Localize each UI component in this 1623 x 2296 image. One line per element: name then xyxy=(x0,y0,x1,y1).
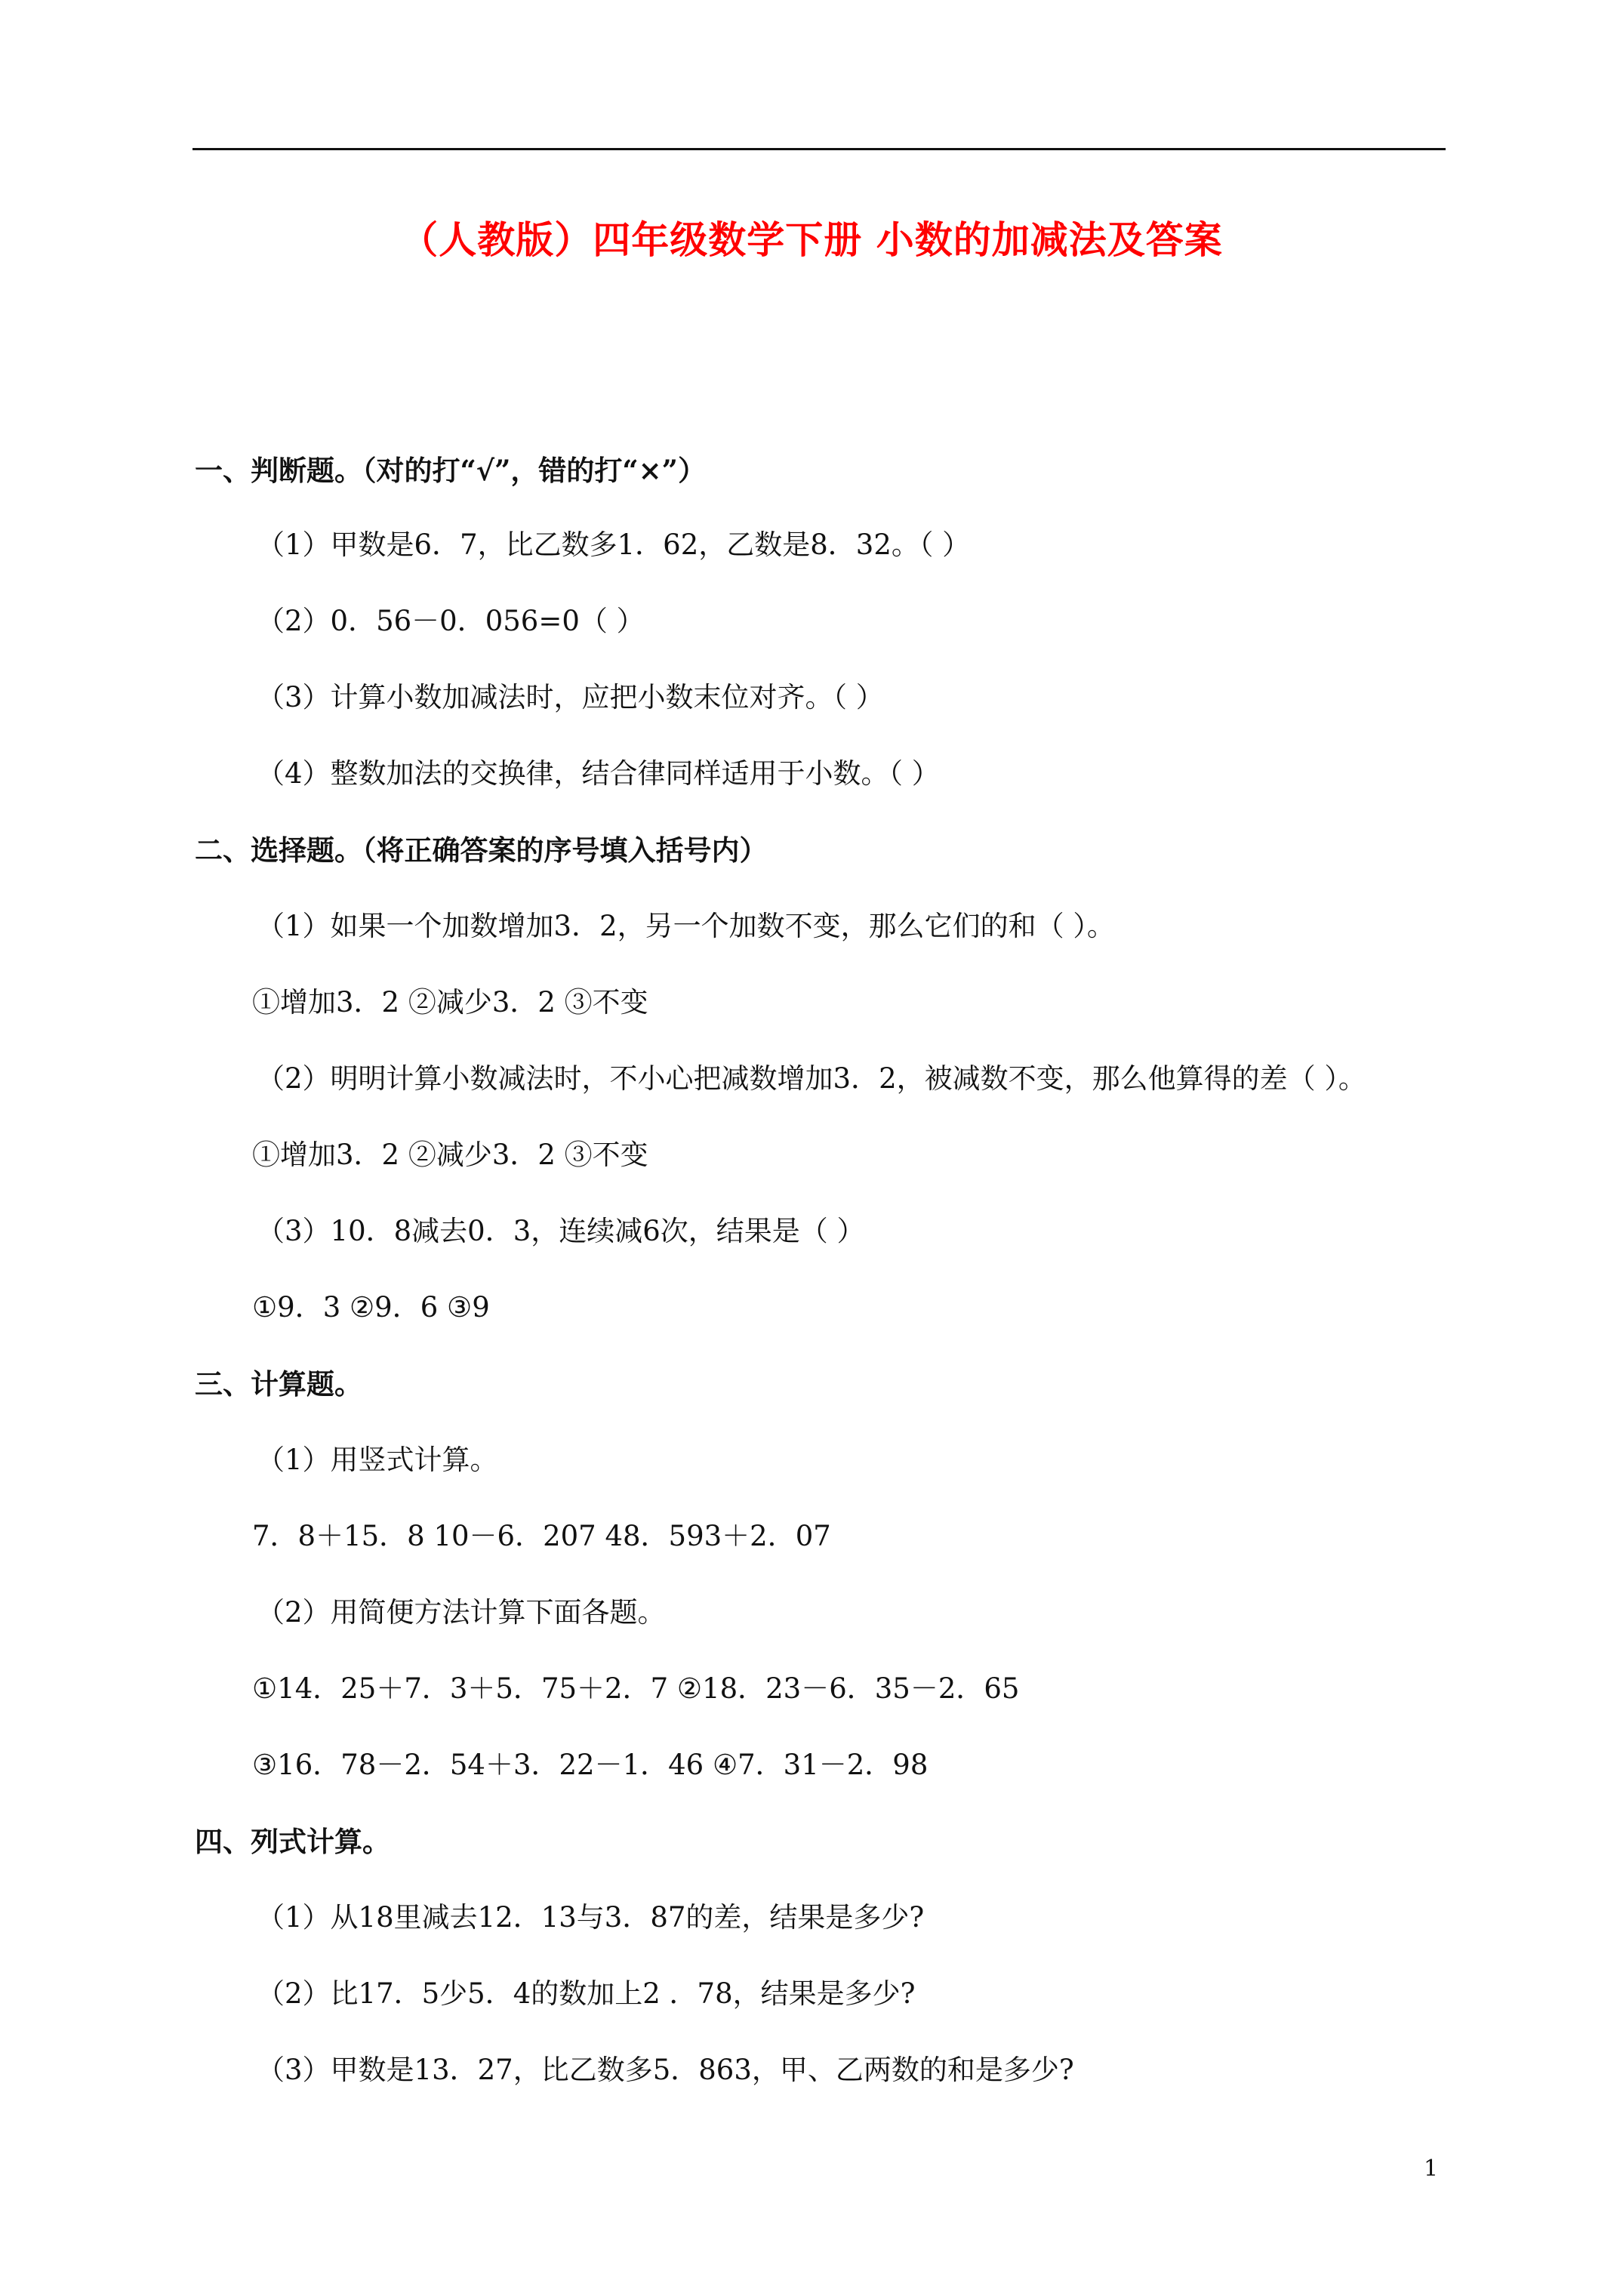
section-4-question-3: （3）甲数是13．27，比乙数多5．863，甲、乙两数的和是多少? xyxy=(257,2054,1074,2086)
section-3-subheading-2: （2）用简便方法计算下面各题。 xyxy=(257,1596,666,1629)
header-rule xyxy=(192,148,1446,150)
section-2-question-3: （3）10．8减去0．3，连续减6次，结果是（ ） xyxy=(257,1215,865,1247)
section-3-problems-1: 7．8＋15．8 10－6．207 48．593＋2．07 xyxy=(252,1520,831,1552)
section-2-question-2: （2）明明计算小数减法时，不小心把减数增加3．2，被减数不变，那么他算得的差（ ）。 xyxy=(257,1062,1366,1095)
section-1-question-2: （2）0．56－0．056=0（ ） xyxy=(257,605,645,637)
section-4-question-1: （1）从18里减去12．13与3．87的差，结果是多少? xyxy=(257,1901,925,1934)
section-2-options-3: ①9．3 ②9．6 ③9 xyxy=(252,1291,490,1324)
section-2-heading: 二、选择题。（将正确答案的序号填入括号内） xyxy=(195,834,768,867)
section-1-question-1: （1）甲数是6．7，比乙数多1．62，乙数是8．32。（ ） xyxy=(257,529,971,561)
document-title: （人教版）四年级数学下册 小数的加减法及答案 xyxy=(400,217,1223,262)
section-3-subheading-1: （1）用竖式计算。 xyxy=(257,1444,498,1476)
section-3-problems-2a: ①14．25＋7．3＋5．75＋2．7 ②18．23－6．35－2．65 xyxy=(252,1672,1020,1705)
page-number: 1 xyxy=(1424,2156,1439,2182)
section-1-heading: 一、判断题。（对的打“√”，错的打“×”） xyxy=(195,454,706,487)
section-2-options-2: ①增加3．2 ②减少3．2 ③不变 xyxy=(252,1139,648,1171)
section-4-question-2: （2）比17．5少5．4的数加上2 ．78，结果是多少? xyxy=(257,1977,916,2010)
section-1-question-4: （4）整数加法的交换律，结合律同样适用于小数。（ ） xyxy=(257,757,940,790)
section-2-question-1: （1）如果一个加数增加3．2，另一个加数不变，那么它们的和（ ）。 xyxy=(257,910,1115,942)
section-2-options-1: ①增加3．2 ②减少3．2 ③不变 xyxy=(252,986,648,1019)
section-3-heading: 三、计算题。 xyxy=(195,1367,362,1401)
section-3-problems-2b: ③16．78－2．54＋3．22－1．46 ④7．31－2．98 xyxy=(252,1749,929,1781)
section-4-heading: 四、列式计算。 xyxy=(195,1825,390,1858)
section-1-question-3: （3）计算小数加减法时，应把小数末位对齐。（ ） xyxy=(257,681,884,713)
